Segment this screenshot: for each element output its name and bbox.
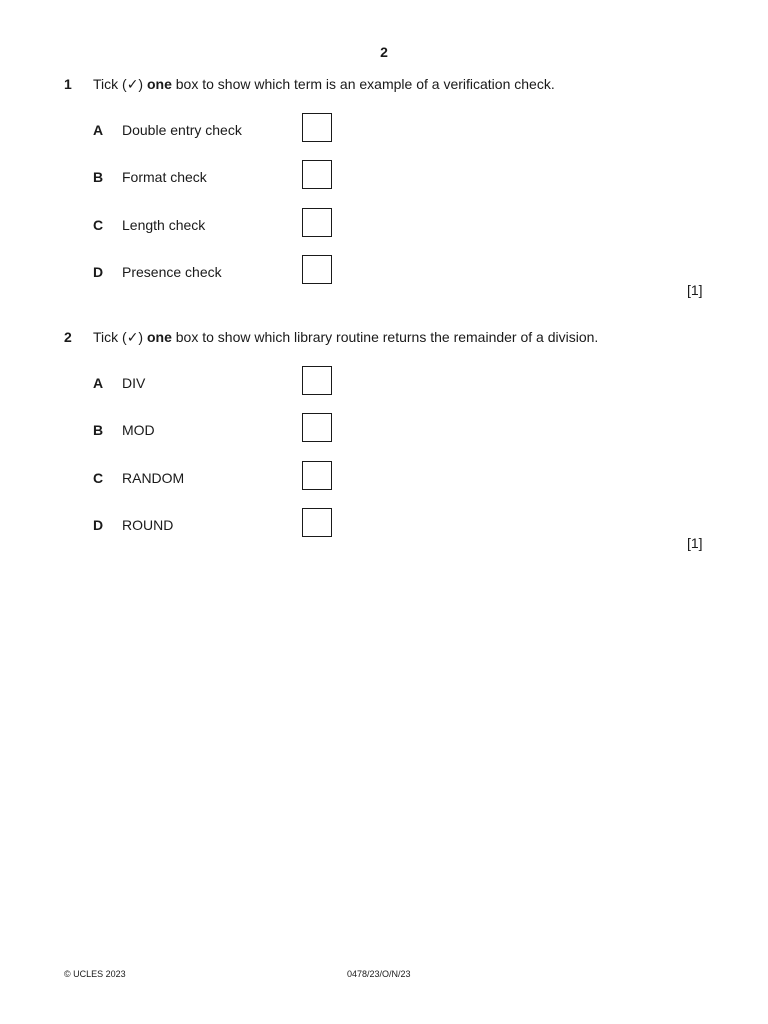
question-2-option-b <box>0 413 768 443</box>
option-letter: C <box>93 217 104 233</box>
option-text: MOD <box>122 422 155 438</box>
option-letter: A <box>93 122 104 138</box>
tick-box-2d[interactable] <box>302 508 332 537</box>
option-text: Length check <box>122 217 206 233</box>
option-text: Double entry check <box>122 122 242 138</box>
option-letter: C <box>93 470 104 486</box>
option-letter: B <box>93 169 104 185</box>
question-1-option-d <box>0 255 768 285</box>
question-1-option-a <box>0 113 768 143</box>
option-letter: D <box>93 264 104 280</box>
option-text: Format check <box>122 169 207 185</box>
marks-allocation: [1] <box>687 282 703 298</box>
question-number: 2 <box>64 329 72 345</box>
option-letter: B <box>93 422 104 438</box>
page-number: 2 <box>380 44 388 60</box>
question-1-option-c <box>0 208 768 238</box>
tick-box-1c[interactable] <box>302 208 332 237</box>
question-2-option-d <box>0 508 768 538</box>
option-text: ROUND <box>122 517 174 533</box>
option-text: RANDOM <box>122 470 185 486</box>
option-letter: A <box>93 375 104 391</box>
option-text: DIV <box>122 375 146 391</box>
marks-allocation: [1] <box>687 535 703 551</box>
tick-box-2c[interactable] <box>302 461 332 490</box>
option-letter: D <box>93 517 104 533</box>
paper-code: 0478/23/O/N/23 <box>347 969 411 979</box>
option-text: Presence check <box>122 264 222 280</box>
tick-box-1d[interactable] <box>302 255 332 284</box>
question-2-option-a <box>0 366 768 396</box>
copyright-notice: © UCLES 2023 <box>64 969 126 979</box>
question-number: 1 <box>64 76 72 92</box>
question-1-option-b <box>0 160 768 190</box>
tick-box-1a[interactable] <box>302 113 332 142</box>
tick-box-2b[interactable] <box>302 413 332 442</box>
tick-box-1b[interactable] <box>302 160 332 189</box>
question-2-option-c <box>0 461 768 491</box>
question-stem: Tick (✓) one box to show which library routine returns the remainder of a division. <box>93 329 599 345</box>
tick-box-2a[interactable] <box>302 366 332 395</box>
question-stem: Tick (✓) one box to show which term is an example of a verification check. <box>93 76 555 92</box>
